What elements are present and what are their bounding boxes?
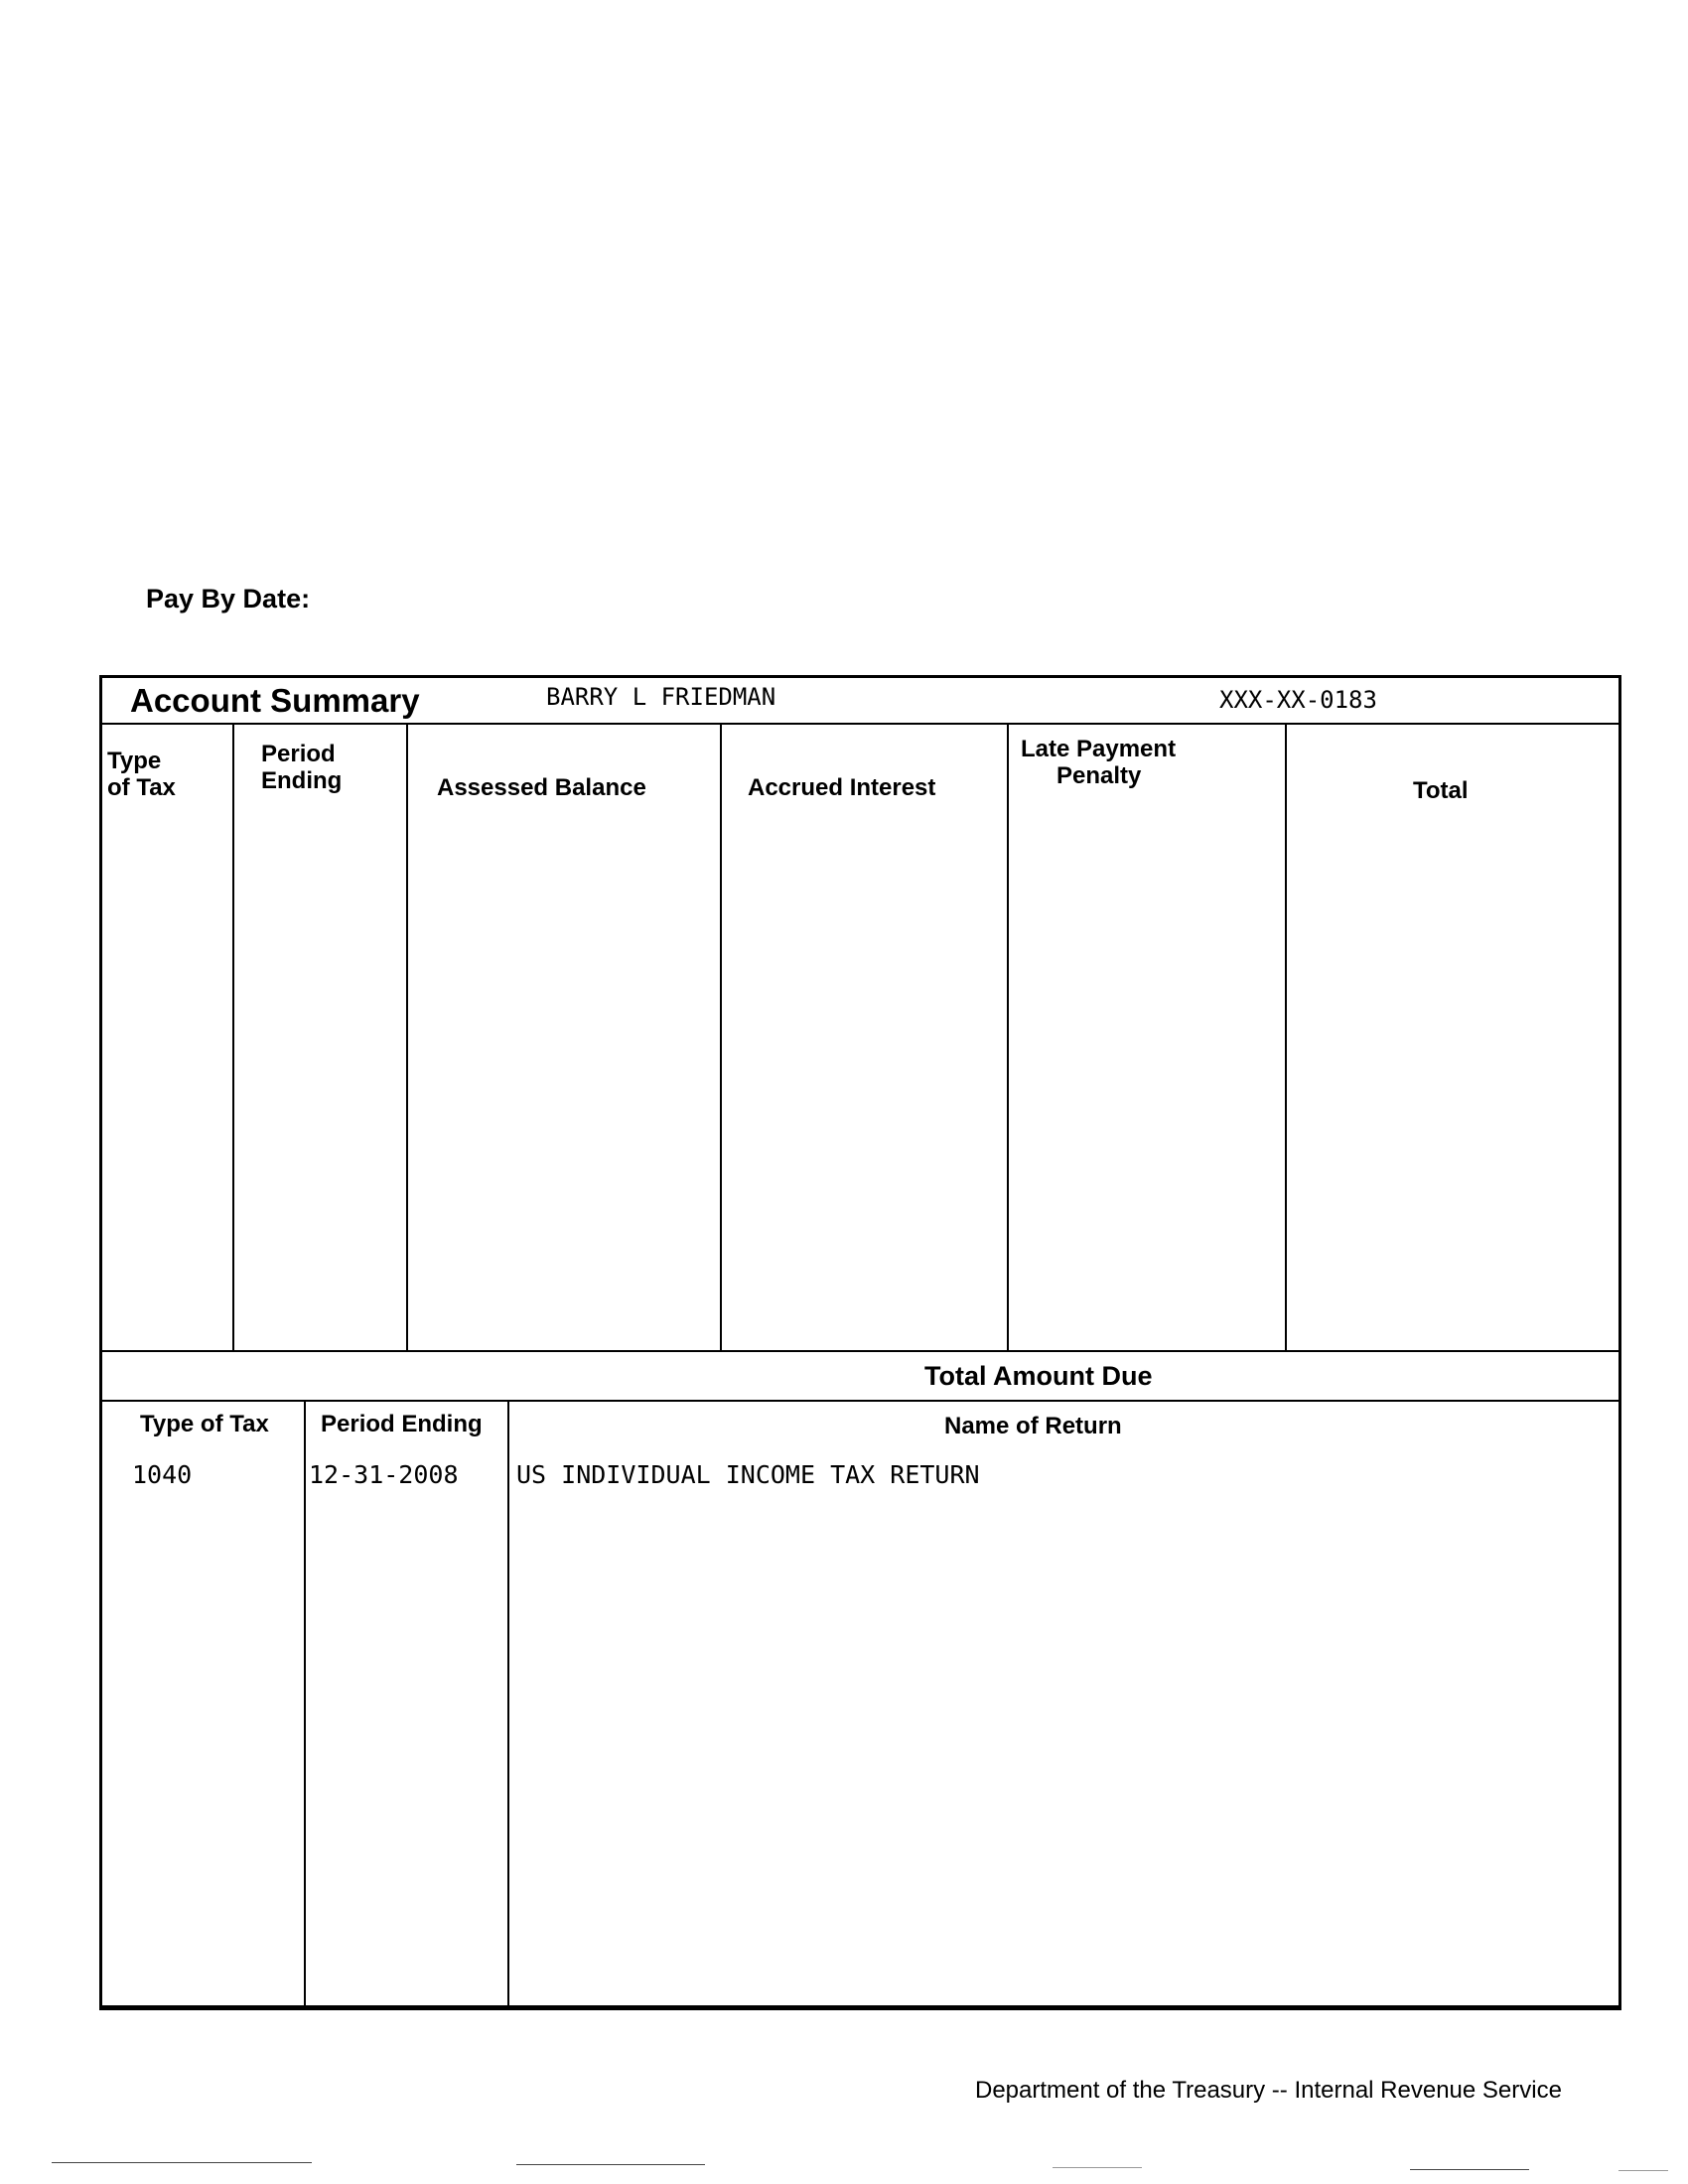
col-divider xyxy=(406,723,408,1350)
col-header-line: Period xyxy=(261,741,336,767)
col-header-period-ending xyxy=(261,741,342,794)
col-divider xyxy=(304,1400,306,2005)
footer-agency: Department of the Treasury -- Internal Revenue Service xyxy=(975,2077,1562,2104)
col-header-line: of Tax xyxy=(107,774,176,801)
scan-artifact-line xyxy=(1618,2170,1668,2171)
scan-artifact-line xyxy=(52,2162,312,2163)
col-divider xyxy=(507,1400,509,2005)
account-summary-table xyxy=(99,675,1621,2010)
taxpayer-ssn: XXX-XX-0183 xyxy=(1219,686,1377,714)
taxpayer-name: BARRY L FRIEDMAN xyxy=(546,683,776,711)
returns-col-header-name-of-return: Name of Return xyxy=(944,1413,1122,1439)
col-header-total: Total xyxy=(1413,777,1469,804)
pay-by-date-label: Pay By Date: xyxy=(146,584,311,614)
col-divider xyxy=(1285,723,1287,1350)
header-divider xyxy=(102,723,1618,725)
total-due-divider xyxy=(102,1400,1618,1402)
col-header-late-payment-penalty xyxy=(1021,736,1219,789)
col-divider xyxy=(720,723,722,1352)
col-header-accrued-interest: Accrued Interest xyxy=(748,774,936,801)
col-divider xyxy=(1007,723,1009,1350)
return-name: US INDIVIDUAL INCOME TAX RETURN xyxy=(516,1460,980,1489)
scan-artifact-line xyxy=(1410,2169,1529,2170)
returns-col-header-period-ending: Period Ending xyxy=(321,1411,483,1437)
return-type-of-tax: 1040 xyxy=(132,1460,193,1489)
col-header-type-of-tax xyxy=(107,748,176,801)
col-header-line: Type xyxy=(107,748,162,774)
return-period-ending: 12-31-2008 xyxy=(309,1460,459,1489)
scan-artifact-line xyxy=(516,2164,705,2165)
col-divider xyxy=(232,723,234,1350)
scan-artifact-line xyxy=(1053,2167,1142,2168)
col-header-line: Ending xyxy=(261,767,343,794)
col-header-line: Penalty xyxy=(1056,762,1142,789)
total-amount-due-label: Total Amount Due xyxy=(924,1361,1153,1391)
account-summary-title: Account Summary xyxy=(130,682,420,719)
col-header-assessed-balance: Assessed Balance xyxy=(437,774,646,801)
returns-col-header-type-of-tax: Type of Tax xyxy=(140,1411,269,1437)
summary-bottom-divider xyxy=(102,1350,1618,1352)
col-header-line: Late Payment xyxy=(1021,736,1177,762)
